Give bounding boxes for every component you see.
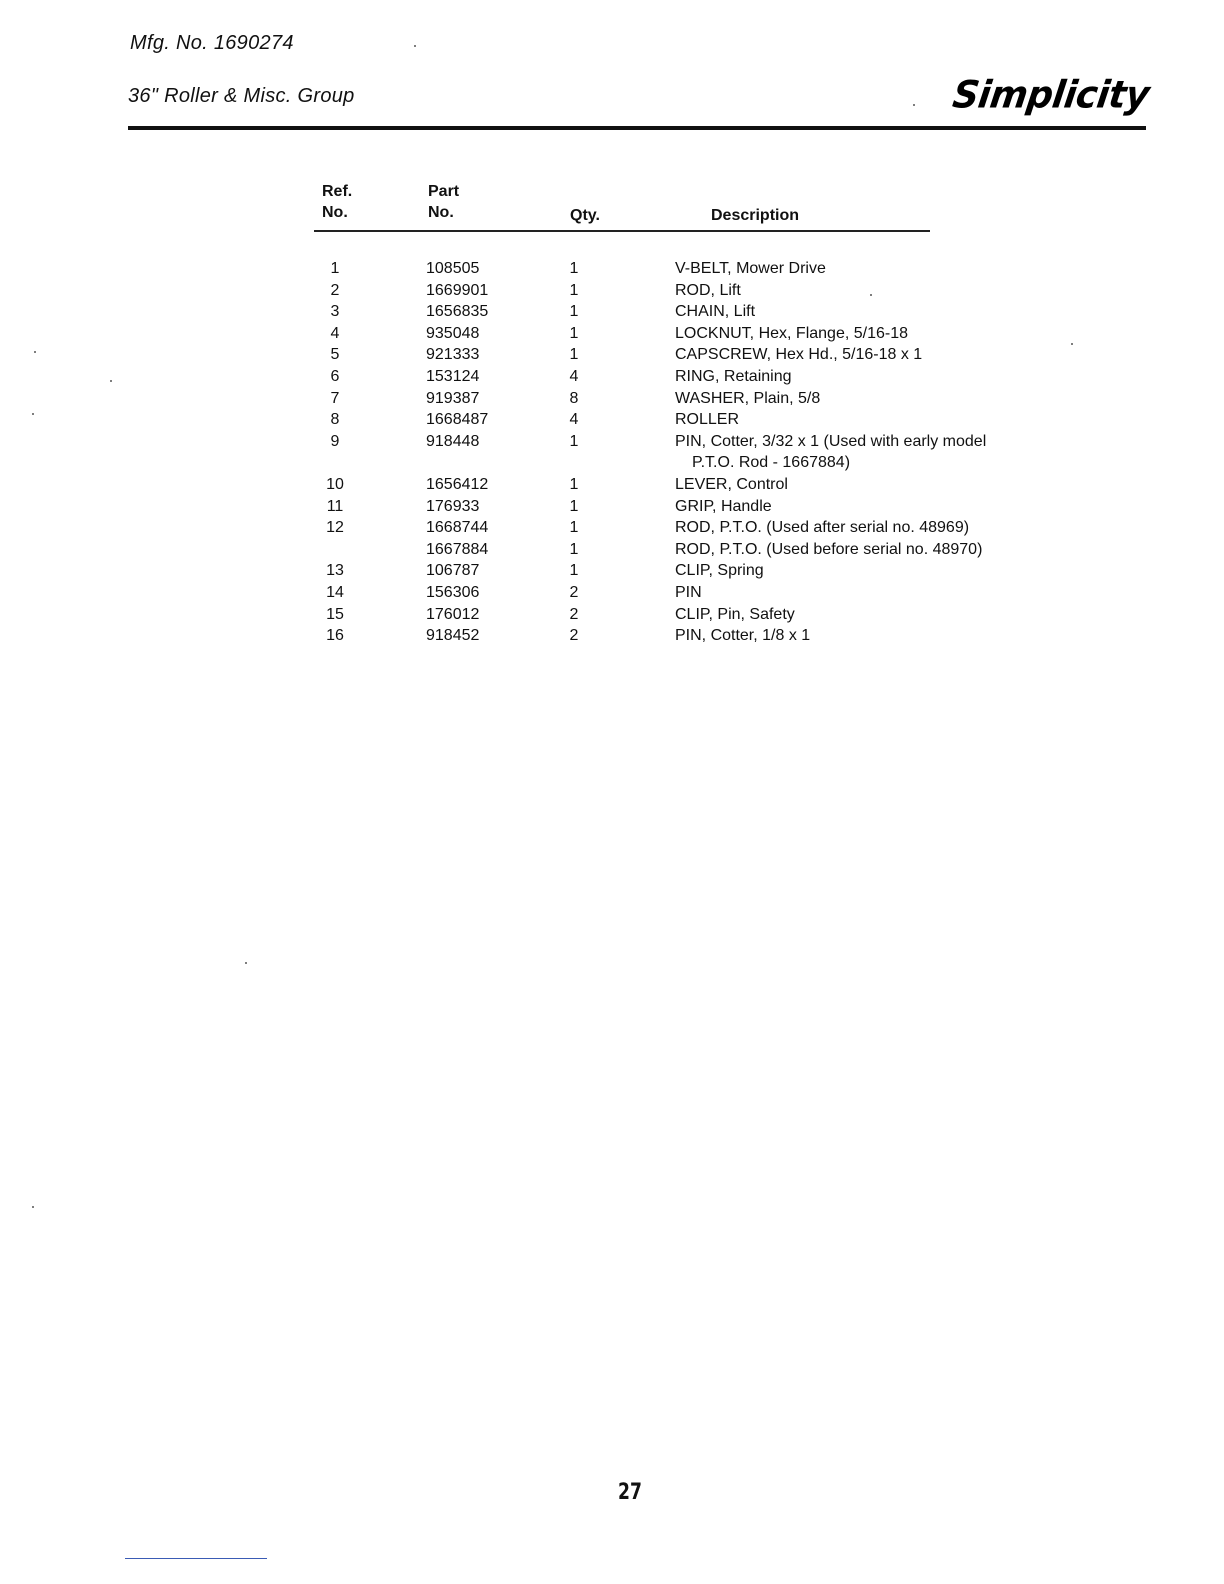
part-no-cell: 935048 <box>426 324 480 342</box>
description-continuation: P.T.O. Rod - 1667884) <box>692 454 851 472</box>
scan-speck <box>32 1206 34 1208</box>
qty-cell: 8 <box>569 389 579 407</box>
ref-no-cell: 5 <box>330 346 340 364</box>
description-line: CAPSCREW, Hex Hd., 5/16-18 x 1 <box>675 346 923 364</box>
description-cell <box>675 496 772 518</box>
scan-speck <box>32 413 34 415</box>
part-no-cell: 176012 <box>426 605 480 623</box>
qty-cell: 1 <box>569 260 579 277</box>
ref-no-cell: 2 <box>330 281 340 299</box>
table-row <box>0 321 1224 343</box>
qty-cell: 4 <box>569 411 579 429</box>
qty-cell: 2 <box>569 605 579 623</box>
table-row <box>0 515 1224 537</box>
description-line: ROD, P.T.O. (Used before serial no. 48970) <box>675 540 983 558</box>
part-no-cell: 919387 <box>426 389 480 407</box>
table-row <box>0 407 1224 429</box>
description-cell <box>675 323 908 345</box>
description-cell <box>675 582 702 604</box>
description-cell <box>675 301 755 323</box>
description-cell <box>675 517 969 539</box>
table-header-rule <box>314 230 930 232</box>
table-row <box>0 299 1224 321</box>
table-row <box>0 278 1224 300</box>
ref-no-cell: 1 <box>330 260 340 277</box>
qty-cell: 1 <box>569 562 579 580</box>
description-line: ROLLER <box>675 411 740 429</box>
scan-speck <box>245 962 247 964</box>
description-line: LOCKNUT, Hex, Flange, 5/16-18 <box>675 324 908 342</box>
ref-no-cell: 14 <box>326 583 344 601</box>
column-header-description: Description <box>711 207 800 224</box>
table-row <box>0 472 1224 494</box>
ref-no-cell: 9 <box>330 432 340 450</box>
part-no-cell: 1656835 <box>426 303 489 321</box>
part-no-cell: 921333 <box>426 346 480 364</box>
ref-no-cell: 10 <box>326 475 344 493</box>
qty-cell: 1 <box>569 475 579 493</box>
description-line: RING, Retaining <box>675 367 792 385</box>
ref-no-cell: 16 <box>326 627 344 645</box>
column-header-part-line2: No. <box>428 204 454 221</box>
qty-cell: 1 <box>569 497 579 515</box>
table-row <box>0 256 1224 278</box>
part-no-cell: 108505 <box>426 260 480 277</box>
column-header-qty: Qty. <box>570 207 600 224</box>
scan-speck <box>870 294 872 296</box>
ref-no-cell: 13 <box>326 562 344 580</box>
description-cell <box>675 388 820 410</box>
qty-cell: 1 <box>569 281 579 299</box>
parts-table <box>0 256 1224 645</box>
qty-cell: 4 <box>569 367 579 385</box>
qty-cell: 1 <box>569 540 579 558</box>
description-line: CLIP, Spring <box>675 562 764 580</box>
header-rule <box>128 126 1146 130</box>
part-no-cell: 1656412 <box>426 475 489 493</box>
part-no-cell: 918452 <box>426 627 480 645</box>
part-no-cell: 156306 <box>426 583 480 601</box>
column-header-ref-line2: No. <box>322 204 348 221</box>
column-header-ref-line1: Ref. <box>322 183 353 200</box>
description-cell <box>675 604 795 626</box>
group-title: 36" Roller & Misc. Group <box>128 85 355 107</box>
description-line: WASHER, Plain, 5/8 <box>675 389 821 407</box>
description-cell <box>675 409 739 431</box>
table-row <box>0 558 1224 580</box>
part-no-cell: 153124 <box>426 367 480 385</box>
scan-speck <box>414 45 416 47</box>
ref-no-cell: 6 <box>330 367 340 385</box>
description-cell <box>675 474 788 496</box>
page-number: 27 <box>618 1480 642 1505</box>
scan-speck <box>34 351 36 353</box>
qty-cell: 1 <box>569 346 579 364</box>
description-line: PIN <box>675 583 702 601</box>
footer-line <box>125 1558 267 1559</box>
part-no-cell: 918448 <box>426 432 480 450</box>
ref-no-cell: 7 <box>330 389 340 407</box>
ref-no-cell: 12 <box>326 519 344 537</box>
description-cell <box>675 344 922 366</box>
brand-logo: Simplicity <box>950 73 1153 117</box>
description-cell <box>675 280 741 302</box>
qty-cell: 1 <box>569 324 579 342</box>
table-row <box>0 429 1224 472</box>
part-no-cell: 106787 <box>426 562 480 580</box>
description-cell <box>675 366 792 388</box>
part-no-cell: 1667884 <box>426 540 489 558</box>
qty-cell: 2 <box>569 583 579 601</box>
scan-speck <box>110 380 112 382</box>
part-no-cell: 1668487 <box>426 411 489 429</box>
ref-no-cell: 11 <box>326 497 344 515</box>
part-no-cell: 1668744 <box>426 519 489 537</box>
column-header-part-no <box>428 181 459 223</box>
scan-speck <box>1071 343 1073 345</box>
description-line: CHAIN, Lift <box>675 303 756 321</box>
description-line: CLIP, Pin, Safety <box>675 605 795 623</box>
table-row <box>0 342 1224 364</box>
description-line: V-BELT, Mower Drive <box>675 260 826 277</box>
qty-cell: 2 <box>569 627 579 645</box>
table-row <box>0 580 1224 602</box>
table-row <box>0 602 1224 624</box>
description-cell <box>675 560 764 582</box>
ref-no-cell: 3 <box>330 303 340 321</box>
part-no-cell: 1669901 <box>426 281 489 299</box>
description-line: PIN, Cotter, 1/8 x 1 <box>675 627 811 645</box>
table-row <box>0 364 1224 386</box>
table-row <box>0 494 1224 516</box>
description-line: ROD, Lift <box>675 281 741 299</box>
table-row <box>0 537 1224 559</box>
table-row <box>0 623 1224 645</box>
part-no-cell: 176933 <box>426 497 480 515</box>
table-row <box>0 386 1224 408</box>
description-cell <box>675 258 826 280</box>
column-header-ref-no <box>322 181 352 223</box>
description-cell <box>675 625 810 647</box>
description-cell <box>675 431 986 474</box>
ref-no-cell: 15 <box>326 605 344 623</box>
description-line: GRIP, Handle <box>675 497 772 515</box>
description-line: PIN, Cotter, 3/32 x 1 (Used with early model <box>675 432 987 450</box>
description-line: ROD, P.T.O. (Used after serial no. 48969) <box>675 519 970 537</box>
ref-no-cell: 4 <box>330 324 340 342</box>
qty-cell: 1 <box>569 432 579 450</box>
description-line: LEVER, Control <box>675 475 788 493</box>
ref-no-cell: 8 <box>330 411 340 429</box>
description-cell <box>675 539 982 561</box>
qty-cell: 1 <box>569 303 579 321</box>
qty-cell: 1 <box>569 519 579 537</box>
mfg-number: Mfg. No. 1690274 <box>130 32 294 54</box>
column-header-part-line1: Part <box>428 183 460 200</box>
scan-speck <box>913 104 915 106</box>
